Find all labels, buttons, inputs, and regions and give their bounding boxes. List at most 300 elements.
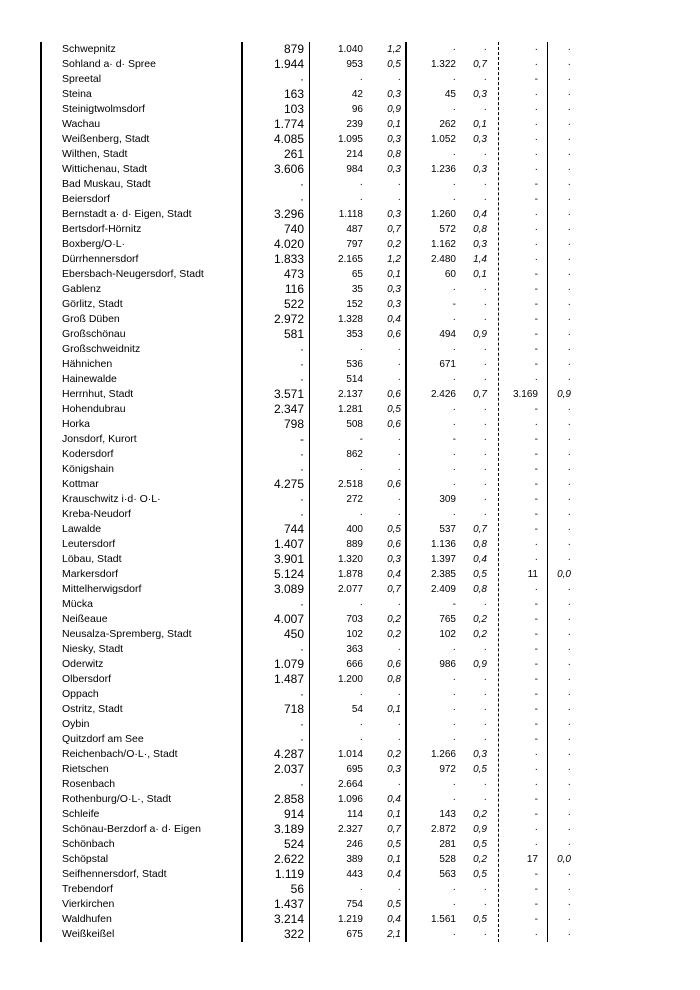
- value-4-cell: ·: [534, 839, 538, 850]
- percent-3-cell: ·: [483, 779, 487, 790]
- value-2-cell: 536: [346, 359, 363, 370]
- percent-4-cell: ·: [567, 449, 571, 460]
- percent-3-cell: ·: [483, 734, 487, 745]
- value-4-cell: -: [534, 284, 538, 295]
- percent-4-cell: ·: [567, 794, 571, 805]
- value-2-cell: ·: [359, 734, 363, 745]
- table-row: [42, 552, 576, 567]
- municipality-name-cell: Oybin: [62, 718, 90, 730]
- percent-2-cell: ·: [397, 464, 401, 475]
- percent-2-cell: ·: [397, 494, 401, 505]
- percent-3-cell: ·: [483, 359, 487, 370]
- municipality-name-cell: Schönbach: [62, 838, 115, 850]
- percent-3-cell: ·: [483, 404, 487, 415]
- percent-2-cell: 0,3: [387, 554, 401, 565]
- percent-2-cell: 0,5: [387, 839, 401, 850]
- value-4-cell: ·: [534, 419, 538, 430]
- table-row: [42, 777, 576, 792]
- municipality-name-cell: Neißeaue: [62, 613, 108, 625]
- percent-2-cell: 0,6: [387, 659, 401, 670]
- percent-2-cell: 0,3: [387, 89, 401, 100]
- value-2-cell: ·: [359, 194, 363, 205]
- percent-3-cell: 0,3: [473, 134, 487, 145]
- percent-2-cell: ·: [397, 374, 401, 385]
- municipality-name-cell: Steina: [62, 88, 92, 100]
- percent-2-cell: 0,8: [387, 149, 401, 160]
- value-4-cell: ·: [534, 209, 538, 220]
- value-4-cell: ·: [534, 104, 538, 115]
- percent-3-cell: ·: [483, 314, 487, 325]
- value-2-cell: 54: [351, 704, 363, 715]
- municipality-table: [42, 42, 576, 942]
- municipality-name-cell: Trebendorf: [62, 883, 113, 895]
- municipality-name-cell: Herrnhut, Stadt: [62, 388, 134, 400]
- municipality-name-cell: Neusalza-Spremberg, Stadt: [62, 628, 192, 640]
- percent-2-cell: 0,3: [387, 209, 401, 220]
- municipality-name-cell: Königshain: [62, 463, 114, 475]
- value-4-cell: -: [534, 674, 538, 685]
- percent-3-cell: ·: [483, 344, 487, 355]
- table-row: [42, 102, 576, 117]
- percent-3-cell: 0,8: [473, 584, 487, 595]
- percent-3-cell: ·: [483, 929, 487, 940]
- table-row: [42, 462, 576, 477]
- value-2-cell: ·: [359, 464, 363, 475]
- value-2-cell: 1.320: [337, 554, 363, 565]
- value-1-cell: 103: [283, 102, 304, 116]
- value-4-cell: -: [534, 914, 538, 925]
- percent-4-cell: ·: [567, 509, 571, 520]
- value-1-cell: 879: [283, 42, 304, 56]
- value-4-cell: -: [534, 434, 538, 445]
- value-4-cell: -: [534, 614, 538, 625]
- value-4-cell: -: [534, 299, 538, 310]
- percent-2-cell: 0,5: [387, 524, 401, 535]
- municipality-name-cell: Mücka: [62, 598, 93, 610]
- percent-4-cell: ·: [567, 884, 571, 895]
- value-2-cell: 353: [346, 329, 363, 340]
- table-row: [42, 132, 576, 147]
- table-row: [42, 762, 576, 777]
- value-1-cell: ·: [300, 342, 304, 356]
- percent-2-cell: ·: [397, 599, 401, 610]
- value-1-cell: 1.079: [273, 657, 304, 671]
- value-1-cell: 3.901: [273, 552, 304, 566]
- value-1-cell: ·: [300, 372, 304, 386]
- value-1-cell: 522: [283, 297, 304, 311]
- municipality-name-cell: Dürrhennersdorf: [62, 253, 139, 265]
- table-row: [42, 192, 576, 207]
- table-row: [42, 597, 576, 612]
- table-row: [42, 612, 576, 627]
- value-2-cell: 508: [346, 419, 363, 430]
- table-row: [42, 342, 576, 357]
- value-2-cell: 797: [346, 239, 363, 250]
- table-row: [42, 207, 576, 222]
- percent-3-cell: 0,7: [473, 59, 487, 70]
- percent-4-cell: ·: [567, 719, 571, 730]
- table-row: [42, 522, 576, 537]
- value-4-cell: -: [534, 269, 538, 280]
- percent-4-cell: ·: [567, 434, 571, 445]
- value-4-cell: ·: [534, 749, 538, 760]
- value-1-cell: 524: [283, 837, 304, 851]
- value-2-cell: 1.200: [337, 674, 363, 685]
- value-4-cell: ·: [534, 89, 538, 100]
- table-row: [42, 927, 576, 942]
- value-2-cell: 514: [346, 374, 363, 385]
- value-2-cell: ·: [359, 599, 363, 610]
- percent-4-cell: ·: [567, 419, 571, 430]
- value-3-cell: 1.162: [430, 239, 456, 250]
- percent-3-cell: 0,9: [473, 824, 487, 835]
- percent-3-cell: ·: [483, 494, 487, 505]
- table-row: [42, 822, 576, 837]
- percent-3-cell: ·: [483, 284, 487, 295]
- value-4-cell: ·: [534, 584, 538, 595]
- municipality-name-cell: Weißenberg, Stadt: [62, 133, 150, 145]
- value-2-cell: 239: [346, 119, 363, 130]
- percent-2-cell: 0,4: [387, 914, 401, 925]
- value-1-cell: ·: [300, 447, 304, 461]
- table-row: [42, 327, 576, 342]
- value-4-cell: -: [534, 689, 538, 700]
- municipality-name-cell: Steinigtwolmsdorf: [62, 103, 145, 115]
- percent-3-cell: 0,4: [473, 554, 487, 565]
- percent-2-cell: 0,2: [387, 614, 401, 625]
- percent-3-cell: 0,9: [473, 659, 487, 670]
- value-4-cell: -: [534, 734, 538, 745]
- percent-4-cell: ·: [567, 929, 571, 940]
- municipality-name-cell: Bernstadt a· d· Eigen, Stadt: [62, 208, 192, 220]
- value-3-cell: ·: [452, 899, 456, 910]
- table-row: [42, 417, 576, 432]
- percent-2-cell: 0,6: [387, 539, 401, 550]
- municipality-name-cell: Reichenbach/O·L·, Stadt: [62, 748, 178, 760]
- value-1-cell: 1.833: [273, 252, 304, 266]
- table-row: [42, 912, 576, 927]
- value-3-cell: ·: [452, 194, 456, 205]
- value-3-cell: ·: [452, 404, 456, 415]
- value-1-cell: 5.124: [273, 567, 304, 581]
- value-2-cell: 2.327: [337, 824, 363, 835]
- value-1-cell: 2.347: [273, 402, 304, 416]
- value-4-cell: ·: [534, 779, 538, 790]
- value-3-cell: 1.236: [430, 164, 456, 175]
- percent-4-cell: ·: [567, 674, 571, 685]
- percent-3-cell: ·: [483, 599, 487, 610]
- value-4-cell: ·: [534, 929, 538, 940]
- municipality-name-cell: Schwepnitz: [62, 43, 116, 55]
- percent-2-cell: 0,1: [387, 809, 401, 820]
- percent-2-cell: 0,6: [387, 419, 401, 430]
- value-3-cell: ·: [452, 449, 456, 460]
- municipality-name-cell: Schöpstal: [62, 853, 109, 865]
- value-2-cell: -: [359, 434, 363, 445]
- value-4-cell: 11: [527, 569, 538, 580]
- percent-2-cell: 0,8: [387, 674, 401, 685]
- value-4-cell: -: [534, 629, 538, 640]
- value-4-cell: -: [534, 74, 538, 85]
- value-3-cell: 2.426: [430, 389, 456, 400]
- percent-2-cell: ·: [397, 179, 401, 190]
- value-1-cell: ·: [300, 732, 304, 746]
- value-3-cell: ·: [452, 344, 456, 355]
- value-2-cell: 2.165: [337, 254, 363, 265]
- municipality-name-cell: Spreetal: [62, 73, 102, 85]
- table-row: [42, 357, 576, 372]
- table-row: [42, 87, 576, 102]
- value-3-cell: 262: [439, 119, 456, 130]
- value-3-cell: ·: [452, 689, 456, 700]
- value-4-cell: -: [534, 644, 538, 655]
- percent-2-cell: 0,3: [387, 164, 401, 175]
- value-1-cell: 2.622: [273, 852, 304, 866]
- percent-2-cell: 2,1: [387, 929, 401, 940]
- percent-4-cell: ·: [567, 599, 571, 610]
- percent-3-cell: ·: [483, 794, 487, 805]
- value-3-cell: ·: [452, 929, 456, 940]
- percent-4-cell: ·: [567, 89, 571, 100]
- value-4-cell: ·: [534, 134, 538, 145]
- table-row: [42, 447, 576, 462]
- percent-2-cell: ·: [397, 449, 401, 460]
- percent-3-cell: 0,8: [473, 224, 487, 235]
- municipality-name-cell: Gablenz: [62, 283, 102, 295]
- percent-4-cell: ·: [567, 734, 571, 745]
- municipality-name-cell: Rothenburg/O·L·, Stadt: [62, 793, 172, 805]
- value-4-cell: ·: [534, 539, 538, 550]
- table-row: [42, 147, 576, 162]
- value-2-cell: 703: [346, 614, 363, 625]
- percent-3-cell: 0,5: [473, 914, 487, 925]
- value-1-cell: 3.606: [273, 162, 304, 176]
- value-4-cell: -: [534, 869, 538, 880]
- percent-2-cell: 0,2: [387, 629, 401, 640]
- value-1-cell: 116: [284, 282, 304, 296]
- value-2-cell: 984: [346, 164, 363, 175]
- municipality-name-cell: Rietschen: [62, 763, 109, 775]
- percent-4-cell: ·: [567, 839, 571, 850]
- value-1-cell: 1.407: [273, 537, 304, 551]
- value-4-cell: -: [534, 524, 538, 535]
- percent-4-cell: ·: [567, 299, 571, 310]
- percent-2-cell: 0,5: [387, 899, 401, 910]
- percent-3-cell: 0,2: [473, 854, 487, 865]
- value-3-cell: 143: [439, 809, 456, 820]
- table-row: [42, 282, 576, 297]
- municipality-name-cell: Vierkirchen: [62, 898, 115, 910]
- table-row: [42, 432, 576, 447]
- value-2-cell: 96: [351, 104, 363, 115]
- percent-2-cell: 0,1: [387, 704, 401, 715]
- value-4-cell: ·: [534, 224, 538, 235]
- value-1-cell: ·: [300, 192, 304, 206]
- value-3-cell: ·: [452, 149, 456, 160]
- value-1-cell: 3.571: [273, 387, 304, 401]
- value-1-cell: 56: [290, 882, 304, 896]
- percent-2-cell: 0,5: [387, 404, 401, 415]
- value-1-cell: 473: [283, 267, 304, 281]
- table-row: [42, 747, 576, 762]
- value-1-cell: 1.437: [273, 897, 304, 911]
- value-3-cell: ·: [452, 779, 456, 790]
- value-4-cell: -: [534, 719, 538, 730]
- table-row: [42, 312, 576, 327]
- table-row: [42, 882, 576, 897]
- value-2-cell: 2.077: [337, 584, 363, 595]
- value-1-cell: 2.972: [273, 312, 304, 326]
- percent-4-cell: ·: [567, 134, 571, 145]
- percent-3-cell: ·: [483, 704, 487, 715]
- value-2-cell: 666: [346, 659, 363, 670]
- table-row: [42, 537, 576, 552]
- value-2-cell: 1.118: [338, 209, 363, 220]
- percent-3-cell: ·: [483, 464, 487, 475]
- municipality-name-cell: Kreba-Neudorf: [62, 508, 131, 520]
- value-3-cell: 1.136: [430, 539, 456, 550]
- percent-3-cell: ·: [483, 884, 487, 895]
- municipality-name-cell: Oppach: [62, 688, 99, 700]
- table-row: [42, 402, 576, 417]
- percent-2-cell: 0,4: [387, 314, 401, 325]
- table-row: [42, 267, 576, 282]
- municipality-name-cell: Hähnichen: [62, 358, 113, 370]
- percent-2-cell: ·: [397, 734, 401, 745]
- value-1-cell: 3.296: [273, 207, 304, 221]
- value-4-cell: ·: [534, 824, 538, 835]
- table-row: [42, 837, 576, 852]
- percent-2-cell: ·: [397, 194, 401, 205]
- value-3-cell: 2.480: [430, 254, 456, 265]
- value-2-cell: ·: [359, 74, 363, 85]
- value-3-cell: ·: [452, 374, 456, 385]
- municipality-name-cell: Rosenbach: [62, 778, 116, 790]
- percent-2-cell: 0,9: [387, 104, 401, 115]
- value-2-cell: ·: [359, 689, 363, 700]
- municipality-name-cell: Olbersdorf: [62, 673, 112, 685]
- percent-2-cell: ·: [397, 344, 401, 355]
- value-3-cell: 1.397: [430, 554, 456, 565]
- percent-3-cell: ·: [483, 299, 487, 310]
- municipality-name-cell: Groß Düben: [62, 313, 120, 325]
- percent-4-cell: ·: [567, 104, 571, 115]
- value-2-cell: 2.664: [337, 779, 363, 790]
- table-row: [42, 567, 576, 582]
- municipality-name-cell: Quitzdorf am See: [62, 733, 144, 745]
- value-4-cell: -: [534, 599, 538, 610]
- value-1-cell: ·: [300, 72, 304, 86]
- value-3-cell: ·: [452, 179, 456, 190]
- value-4-cell: -: [534, 479, 538, 490]
- value-1-cell: 914: [283, 807, 304, 821]
- municipality-name-cell: Wilthen, Stadt: [62, 148, 128, 160]
- municipality-name-cell: Ostritz, Stadt: [62, 703, 123, 715]
- value-3-cell: 671: [439, 359, 456, 370]
- percent-4-cell: ·: [567, 209, 571, 220]
- percent-3-cell: 1,4: [473, 254, 487, 265]
- value-3-cell: 102: [439, 629, 456, 640]
- percent-3-cell: ·: [483, 419, 487, 430]
- value-4-cell: -: [534, 194, 538, 205]
- value-2-cell: 1.096: [337, 794, 363, 805]
- municipality-name-cell: Großschweidnitz: [62, 343, 141, 355]
- value-3-cell: ·: [452, 479, 456, 490]
- value-4-cell: -: [534, 329, 538, 340]
- municipality-name-cell: Ebersbach-Neugersdorf, Stadt: [62, 268, 204, 280]
- value-2-cell: 487: [346, 224, 363, 235]
- value-3-cell: ·: [452, 509, 456, 520]
- value-2-cell: 102: [346, 629, 363, 640]
- municipality-name-cell: Oderwitz: [62, 658, 104, 670]
- value-2-cell: 1.878: [337, 569, 363, 580]
- value-1-cell: 4.287: [273, 747, 304, 761]
- percent-3-cell: 0,3: [473, 89, 487, 100]
- percent-4-cell: ·: [567, 164, 571, 175]
- table-row: [42, 897, 576, 912]
- value-2-cell: 1.219: [337, 914, 363, 925]
- value-4-cell: ·: [534, 239, 538, 250]
- value-3-cell: ·: [452, 719, 456, 730]
- value-2-cell: 953: [346, 59, 363, 70]
- percent-4-cell: ·: [567, 809, 571, 820]
- value-4-cell: 17: [526, 854, 538, 865]
- value-3-cell: 309: [439, 494, 456, 505]
- municipality-name-cell: Hainewalde: [62, 373, 117, 385]
- value-2-cell: 1.095: [337, 134, 363, 145]
- percent-2-cell: ·: [397, 74, 401, 85]
- percent-3-cell: 0,5: [473, 764, 487, 775]
- table-row: [42, 297, 576, 312]
- value-4-cell: ·: [534, 164, 538, 175]
- value-2-cell: 695: [346, 764, 363, 775]
- percent-3-cell: 0,2: [473, 629, 487, 640]
- percent-4-cell: ·: [567, 464, 571, 475]
- value-4-cell: ·: [534, 44, 538, 55]
- value-3-cell: 45: [444, 89, 456, 100]
- value-2-cell: 246: [346, 839, 363, 850]
- value-1-cell: 163: [283, 87, 304, 101]
- percent-2-cell: ·: [397, 359, 401, 370]
- value-1-cell: ·: [300, 717, 304, 731]
- percent-3-cell: ·: [483, 194, 487, 205]
- percent-2-cell: ·: [397, 779, 401, 790]
- value-2-cell: 889: [346, 539, 363, 550]
- municipality-name-cell: Markersdorf: [62, 568, 119, 580]
- value-2-cell: 214: [346, 149, 363, 160]
- table-row: [42, 852, 576, 867]
- value-2-cell: 400: [346, 524, 363, 535]
- percent-2-cell: 0,3: [387, 764, 401, 775]
- value-2-cell: ·: [359, 884, 363, 895]
- table-row: [42, 657, 576, 672]
- table-row: [42, 162, 576, 177]
- percent-4-cell: ·: [567, 764, 571, 775]
- value-2-cell: 65: [351, 269, 363, 280]
- percent-3-cell: ·: [483, 674, 487, 685]
- table-row: [42, 117, 576, 132]
- value-1-cell: 718: [283, 702, 304, 716]
- percent-4-cell: ·: [567, 404, 571, 415]
- value-2-cell: 862: [346, 449, 363, 460]
- value-3-cell: 2.872: [430, 824, 456, 835]
- value-2-cell: 675: [346, 929, 363, 940]
- value-1-cell: 1.119: [274, 867, 304, 881]
- percent-3-cell: 0,1: [473, 269, 487, 280]
- value-1-cell: ·: [300, 357, 304, 371]
- municipality-name-cell: Boxberg/O·L·: [62, 238, 126, 250]
- percent-4-cell: ·: [567, 779, 571, 790]
